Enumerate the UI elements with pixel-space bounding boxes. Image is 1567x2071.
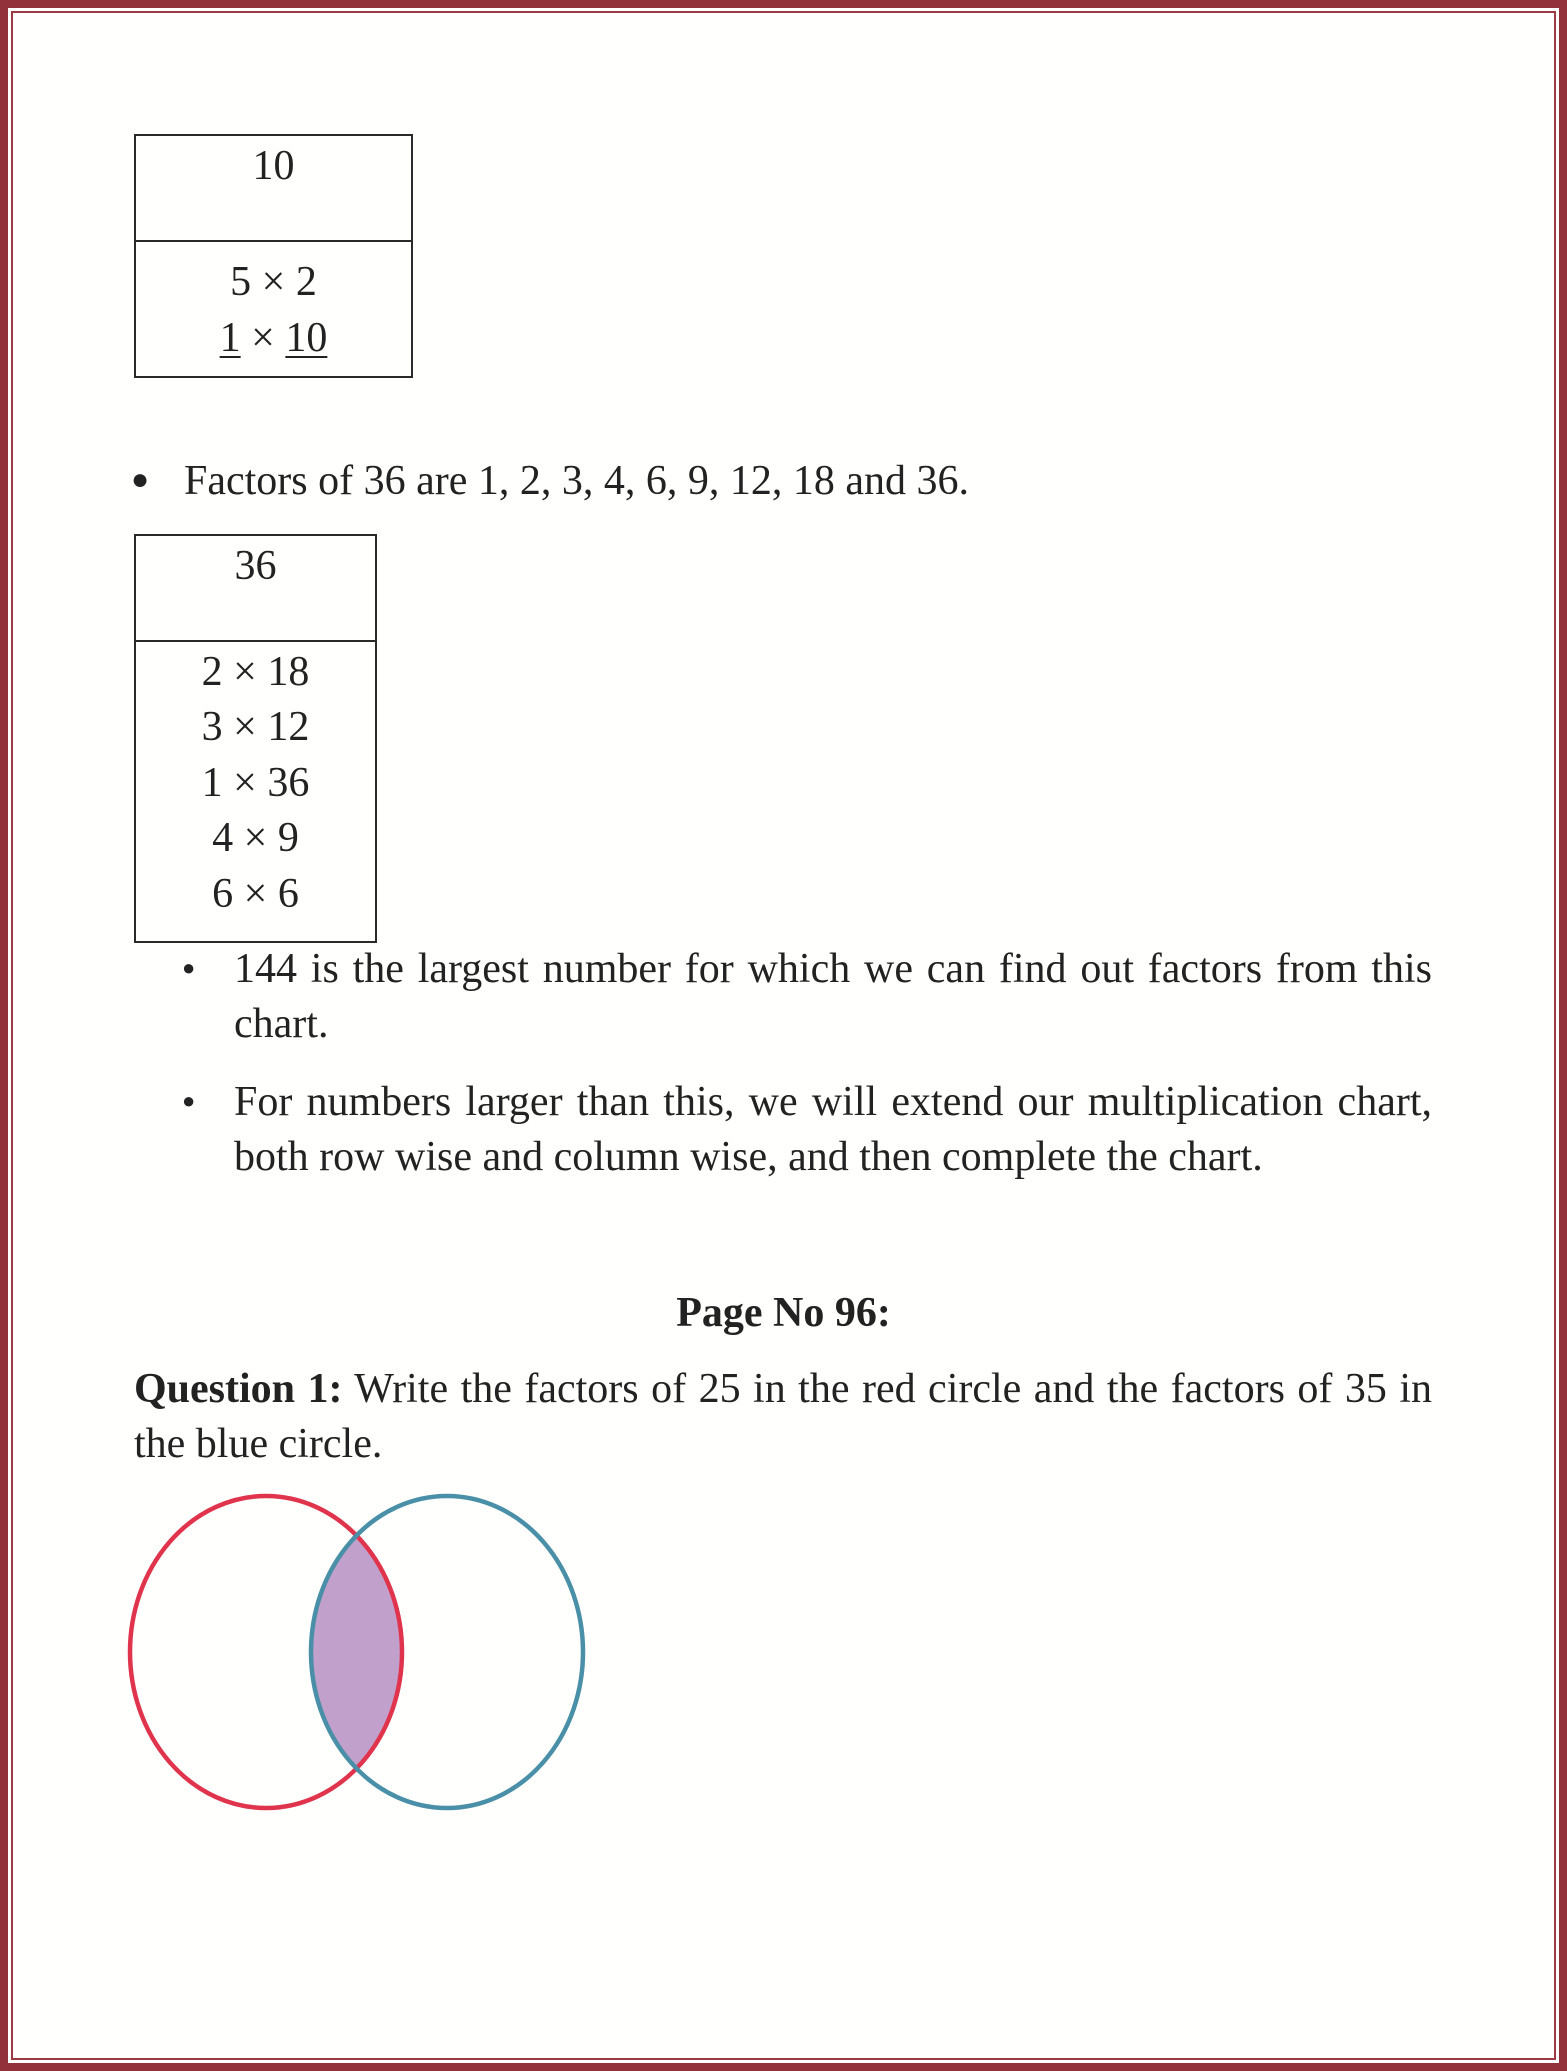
factor: 1 (219, 315, 241, 361)
bullet-icon: ● (182, 1088, 196, 1113)
factor: 5 (230, 259, 252, 305)
box-number: 10 (252, 143, 295, 189)
question-label: Question 1: (134, 1366, 343, 1412)
bullet-icon: ● (182, 955, 196, 980)
box-number: 36 (234, 543, 277, 589)
factor-pair: 2 × 18 (201, 649, 310, 695)
factor-pair: 6 × 6 (212, 871, 299, 917)
factor-pair: 3 × 12 (201, 704, 310, 750)
factor-pair: 1 × 36 (201, 760, 310, 806)
factor-pair: 4 × 9 (212, 815, 299, 861)
bullet-text: Factors of 36 are 1, 2, 3, 4, 6, 9, 12, 18 and 36. (184, 458, 970, 504)
bullet-text: 144 is the largest number for which we can find out factors from this chart. (234, 946, 1432, 1047)
factor: 2 (295, 259, 317, 305)
page-heading: Page No 96: (676, 1290, 891, 1336)
times-sign: × (251, 315, 275, 361)
factor: 10 (285, 315, 328, 361)
times-sign: × (261, 259, 286, 305)
bullet-text: For numbers larger than this, we will extend our multiplication chart, both row wise and column wise, and then complete the chart. (234, 1079, 1432, 1180)
bullet-icon: ● (131, 463, 150, 496)
question-body: Write the factors of 25 in the red circle and the factors of 35 in the blue circle. (134, 1366, 1432, 1467)
